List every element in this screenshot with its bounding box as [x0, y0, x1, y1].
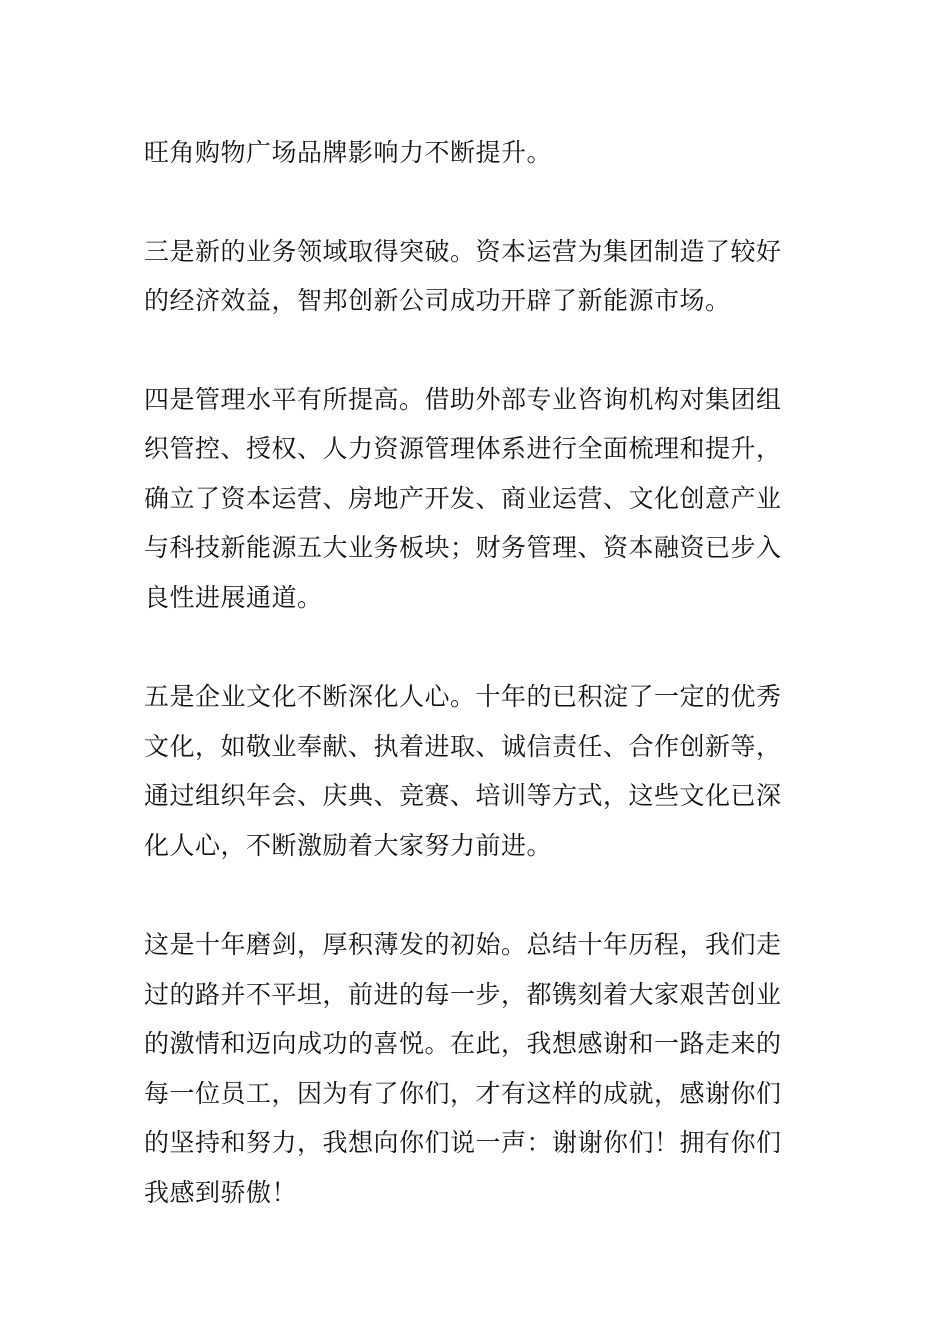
paragraph-brand-influence: 旺角购物广场品牌影响力不断提升。: [144, 138, 553, 167]
document-body: [144, 128, 808, 1217]
paragraph-management: 四是管理水平有所提高。借助外部专业咨询机构对集团组 织管控、授权、人力资源管理体系进行全面梳理和提升， 确立了资本运营、房地产开发、商业运营、文化创意产业 与科技新能源五大业务板块；财务管理、资本融资已步入 良性进展通道。: [144, 384, 782, 612]
paragraph-new-business: 三是新的业务领域取得突破。资本运营为集团制造了较好 的经济效益，智邦创新公司成功开辟了新能源市场。: [144, 236, 782, 315]
paragraph-culture: 五是企业文化不断深化人心。十年的已积淀了一定的优秀 文化，如敬业奉献、执着进取、诚信责任、合作创新等， 通过组织年会、庆典、竞赛、培训等方式，这些文化已深 化人心，不断激励着大家努力前进。: [144, 682, 782, 860]
paragraph-thanks: 这是十年磨剑，厚积薄发的初始。总结十年历程，我们走 过的路并不平坦，前进的每一步，都镌刻着大家艰苦创业 的激情和迈向成功的喜悦。在此，我想感谢和一路走来的 每一位员工，因为有了你们，才有这样的成就，感谢你们 的坚持和努力，我想向你们说一声：谢谢你们！拥有你们 我感到骄傲！: [144, 930, 782, 1207]
